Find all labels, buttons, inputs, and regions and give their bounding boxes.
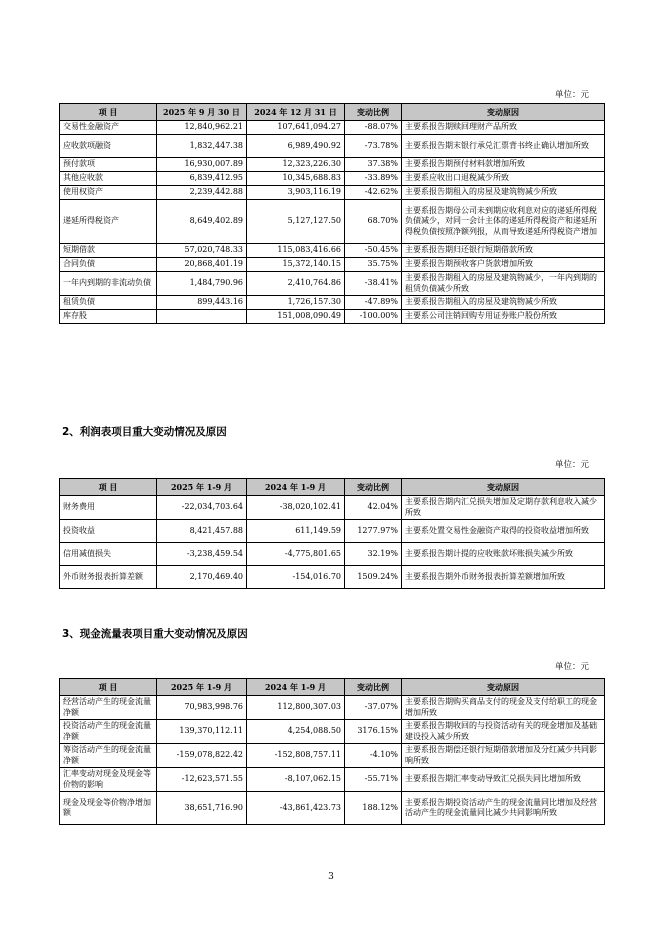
cell-previous: 611,149.59 — [247, 520, 345, 543]
table-row — [60, 566, 605, 589]
table-header-row — [60, 679, 605, 696]
table-row — [60, 310, 605, 324]
cell-current: 16,930,007.89 — [157, 158, 247, 172]
cell-current: 8,421,457.88 — [157, 520, 247, 543]
cell-current: -159,078,822.42 — [157, 744, 247, 768]
cell-previous: 2,410,764.86 — [247, 272, 345, 296]
cell-current: -3,238,459.54 — [157, 543, 247, 566]
balance-sheet-table — [59, 103, 605, 324]
cell-reason: 主要系报告期租入的房屋及建筑物减少所致 — [402, 186, 605, 200]
cell-item: 财务费用 — [60, 496, 157, 520]
table-row — [60, 258, 605, 272]
cell-item: 使用权资产 — [60, 186, 157, 200]
header-previous: 2024 年 12 月 31 日 — [247, 104, 345, 121]
cell-ratio: -33.89% — [345, 172, 402, 186]
cell-ratio: -73.78% — [345, 135, 402, 158]
header-reason: 变动原因 — [402, 104, 605, 121]
cashflow-section-title: 3、现金流量表项目重大变动情况及原因 — [62, 628, 248, 640]
cell-current: 12,840,962.21 — [157, 121, 247, 135]
cell-previous: 112,800,307.03 — [247, 696, 345, 720]
cell-previous: 107,641,094.27 — [247, 121, 345, 135]
table-row — [60, 720, 605, 744]
header-ratio: 变动比例 — [345, 679, 402, 696]
cell-ratio: 1277.97% — [345, 520, 402, 543]
cell-reason: 主要系报告期末银行承兑汇票背书终止确认增加所致 — [402, 135, 605, 158]
cell-current: -22,034,703.64 — [157, 496, 247, 520]
cell-item: 交易性金融资产 — [60, 121, 157, 135]
cell-previous: -43,861,423.73 — [247, 792, 345, 825]
table-header-row — [60, 104, 605, 121]
cell-current: 2,239,442.88 — [157, 186, 247, 200]
cell-previous: -152,808,757.11 — [247, 744, 345, 768]
table-row — [60, 768, 605, 792]
header-reason: 变动原因 — [402, 479, 605, 496]
table-row — [60, 200, 605, 244]
cell-ratio: 32.19% — [345, 543, 402, 566]
cell-ratio: -4.10% — [345, 744, 402, 768]
cell-item: 库存股 — [60, 310, 157, 324]
cell-ratio: 37.38% — [345, 158, 402, 172]
cell-reason: 主要系报告期购买商品支付的现金及支付给职工的现金增加所致 — [402, 696, 605, 720]
cell-previous: 12,323,226.30 — [247, 158, 345, 172]
cell-previous: 3,903,116.19 — [247, 186, 345, 200]
cell-item: 短期借款 — [60, 244, 157, 258]
cell-reason: 主要系报告期租入的房屋及建筑物减少所致 — [402, 296, 605, 310]
cell-ratio: 42.04% — [345, 496, 402, 520]
cell-previous: 6,989,490.92 — [247, 135, 345, 158]
cell-current: 1,484,790.96 — [157, 272, 247, 296]
cell-reason: 主要系公司注销回购专用证券账户股份所致 — [402, 310, 605, 324]
cell-current: 20,868,401.19 — [157, 258, 247, 272]
cell-reason: 主要系处置交易性金融资产取得的投资收益增加所致 — [402, 520, 605, 543]
cell-reason: 主要系报告期租入的房屋及建筑物减少，一年内到期的租赁负债减少所致 — [402, 272, 605, 296]
table-row — [60, 792, 605, 825]
table-row — [60, 186, 605, 200]
cell-reason: 主要系报告期内汇兑损失增加及定期存款利息收入减少所致 — [402, 496, 605, 520]
table-row — [60, 172, 605, 186]
cell-previous: -8,107,062.15 — [247, 768, 345, 792]
cell-ratio: -42.62% — [345, 186, 402, 200]
cell-ratio: 188.12% — [345, 792, 402, 825]
cell-ratio: 35.75% — [345, 258, 402, 272]
cell-reason: 主要系报告期母公司未到期应收利息对应的递延所得税负债减少，对同一会计主体的递延所得税资产和递延所得税负债按照净额列报，从而导致递延所得税资产增加 — [402, 200, 605, 244]
cell-previous: -38,020,102.41 — [247, 496, 345, 520]
cell-item: 租赁负债 — [60, 296, 157, 310]
header-item: 项 目 — [60, 679, 157, 696]
cell-item: 递延所得税资产 — [60, 200, 157, 244]
cell-item: 合同负债 — [60, 258, 157, 272]
cell-ratio: -37.07% — [345, 696, 402, 720]
cell-reason: 主要系报告期外币财务报表折算差额增加所致 — [402, 566, 605, 589]
header-current: 2025 年 9 月 30 日 — [157, 104, 247, 121]
income-statement-table — [59, 478, 605, 589]
cell-ratio: -50.45% — [345, 244, 402, 258]
cell-previous: 15,372,140.15 — [247, 258, 345, 272]
header-item: 项 目 — [60, 479, 157, 496]
cell-reason: 主要系报告期投资活动产生的现金流量同比增加及经营活动产生的现金流量同比减少共同影响所致 — [402, 792, 605, 825]
cell-ratio: 68.70% — [345, 200, 402, 244]
table-row — [60, 244, 605, 258]
cell-current: 2,170,469.40 — [157, 566, 247, 589]
income-section-title: 2、利润表项目重大变动情况及原因 — [62, 426, 227, 438]
cell-item: 外币财务报表折算差额 — [60, 566, 157, 589]
cell-item: 一年内到期的非流动负债 — [60, 272, 157, 296]
cell-previous: 10,345,688.83 — [247, 172, 345, 186]
cell-ratio: 1509.24% — [345, 566, 402, 589]
header-reason: 变动原因 — [402, 679, 605, 696]
table-row — [60, 135, 605, 158]
balance-unit-label: 单位：元 — [554, 90, 589, 100]
cell-ratio: -55.71% — [345, 768, 402, 792]
table-row — [60, 158, 605, 172]
table-row — [60, 272, 605, 296]
table-row — [60, 296, 605, 310]
cell-ratio: -38.41% — [345, 272, 402, 296]
cell-current: 139,370,112.11 — [157, 720, 247, 744]
cell-item: 信用减值损失 — [60, 543, 157, 566]
header-ratio: 变动比例 — [345, 104, 402, 121]
cell-item: 预付款项 — [60, 158, 157, 172]
cell-item: 其他应收款 — [60, 172, 157, 186]
cell-reason: 主要系应收出口退税减少所致 — [402, 172, 605, 186]
income-unit-label: 单位：元 — [554, 460, 589, 470]
cell-ratio: -47.89% — [345, 296, 402, 310]
cell-previous: -4,775,801.65 — [247, 543, 345, 566]
cell-item: 筹资活动产生的现金流量净额 — [60, 744, 157, 768]
cell-ratio: -100.00% — [345, 310, 402, 324]
cell-reason: 主要系报告期赎回理财产品所致 — [402, 121, 605, 135]
cell-item: 应收款项融资 — [60, 135, 157, 158]
header-ratio: 变动比例 — [345, 479, 402, 496]
table-header-row — [60, 479, 605, 496]
table-row — [60, 543, 605, 566]
cell-item: 投资收益 — [60, 520, 157, 543]
cell-current: 6,839,412.95 — [157, 172, 247, 186]
cell-item: 现金及现金等价物净增加额 — [60, 792, 157, 825]
header-previous: 2024 年 1-9 月 — [247, 679, 345, 696]
cell-reason: 主要系报告期归还银行短期借款所致 — [402, 244, 605, 258]
table-row — [60, 696, 605, 720]
cell-reason: 主要系报告期偿还银行短期借款增加及分红减少共同影响所致 — [402, 744, 605, 768]
cell-item: 汇率变动对现金及现金等价物的影响 — [60, 768, 157, 792]
cell-current: 8,649,402.89 — [157, 200, 247, 244]
cell-previous: 115,083,416.66 — [247, 244, 345, 258]
cell-previous: 4,254,088.50 — [247, 720, 345, 744]
cell-reason: 主要系报告期收回的与投资活动有关的现金增加及基础建设投入减少所致 — [402, 720, 605, 744]
cell-current: 70,983,998.76 — [157, 696, 247, 720]
cell-current: 57,020,748.33 — [157, 244, 247, 258]
table-row — [60, 496, 605, 520]
cell-reason: 主要系报告期预收客户货款增加所致 — [402, 258, 605, 272]
cell-current: 1,832,447.38 — [157, 135, 247, 158]
cell-previous: 151,008,090.49 — [247, 310, 345, 324]
header-previous: 2024 年 1-9 月 — [247, 479, 345, 496]
cell-previous: 5,127,127.50 — [247, 200, 345, 244]
table-row — [60, 121, 605, 135]
header-item: 项 目 — [60, 104, 157, 121]
cell-current: -12,623,571.55 — [157, 768, 247, 792]
table-row — [60, 520, 605, 543]
cell-item: 经营活动产生的现金流量净额 — [60, 696, 157, 720]
cashflow-unit-label: 单位：元 — [554, 662, 589, 672]
header-current: 2025 年 1-9 月 — [157, 479, 247, 496]
cell-reason: 主要系报告期计提的应收账款坏账损失减少所致 — [402, 543, 605, 566]
cell-current — [157, 310, 247, 324]
cash-flow-table — [59, 678, 605, 825]
cell-ratio: -88.07% — [345, 121, 402, 135]
table-row — [60, 744, 605, 768]
cell-current: 38,651,716.90 — [157, 792, 247, 825]
cell-reason: 主要系报告期预付材料款增加所致 — [402, 158, 605, 172]
cell-previous: 1,726,157.30 — [247, 296, 345, 310]
cell-current: 899,443.16 — [157, 296, 247, 310]
cell-previous: -154,016.70 — [247, 566, 345, 589]
cell-item: 投资活动产生的现金流量净额 — [60, 720, 157, 744]
page-number: 3 — [328, 872, 334, 882]
cell-ratio: 3176.15% — [345, 720, 402, 744]
header-current: 2025 年 1-9 月 — [157, 679, 247, 696]
cell-reason: 主要系报告期汇率变动导致汇兑损失同比增加所致 — [402, 768, 605, 792]
